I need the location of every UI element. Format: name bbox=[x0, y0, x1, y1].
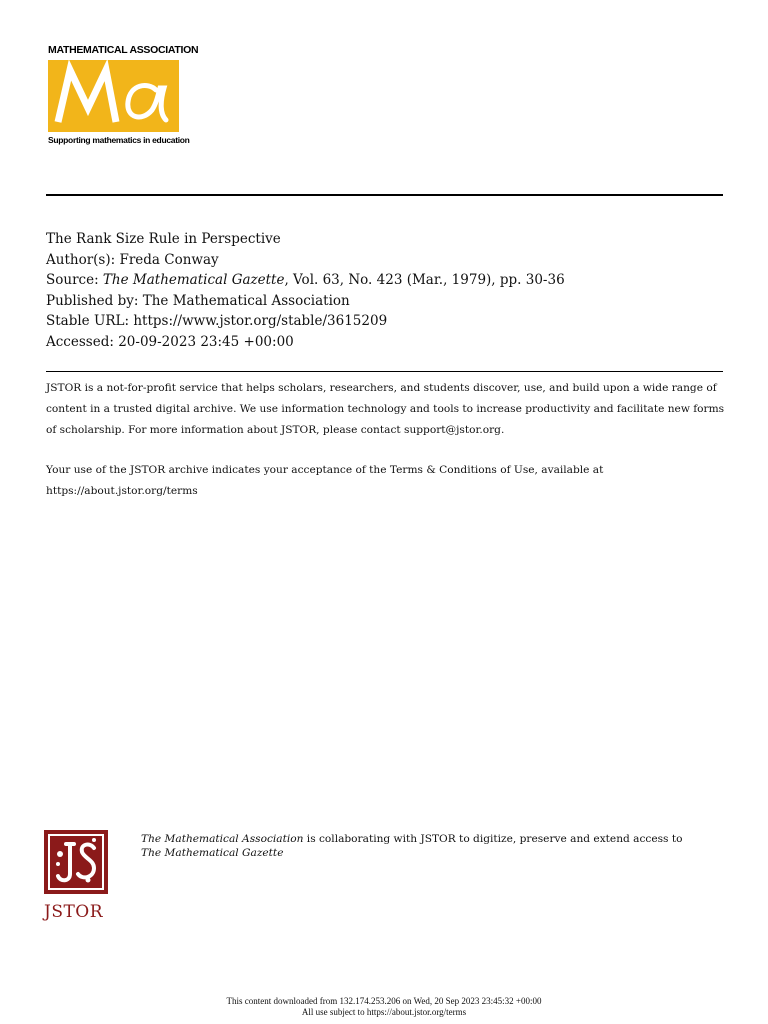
collaboration-statement: The Mathematical Association is collaborating with JSTOR to digitize, preserve and extend access to The Mathematical Gazette bbox=[141, 833, 683, 859]
source-line: Source: The Mathematical Gazette, Vol. 63, No. 423 (Mar., 1979), pp. 30-36 bbox=[46, 272, 565, 288]
mathematical-association-logo bbox=[48, 44, 199, 145]
collab-org: The Mathematical Association bbox=[141, 833, 304, 845]
logo-tagline: Supporting mathematics in education bbox=[48, 135, 190, 145]
stable-url-line: Stable URL: https://www.jstor.org/stable/3615209 bbox=[46, 313, 388, 329]
stable-url-link[interactable]: https://www.jstor.org/stable/3615209 bbox=[133, 313, 388, 329]
publisher-name: The Mathematical Association bbox=[142, 292, 350, 309]
header-rule bbox=[46, 194, 723, 196]
publisher-line: Published by: The Mathematical Association bbox=[46, 292, 350, 309]
footer-download-line: This content downloaded from 132.174.253.206 on Wed, 20 Sep 2023 23:45:32 +00:00 bbox=[226, 996, 542, 1006]
ma-monogram-icon bbox=[48, 60, 179, 132]
terms-link[interactable]: https://about.jstor.org/terms bbox=[46, 484, 198, 497]
ma-monogram bbox=[48, 60, 179, 132]
author-name: Freda Conway bbox=[119, 251, 219, 268]
terms-text: Your use of the JSTOR archive indicates your acceptance of the Terms & Conditions of Use, available at bbox=[46, 464, 604, 476]
logo-top-text: MATHEMATICAL ASSOCIATION bbox=[48, 44, 199, 56]
metadata-rule bbox=[46, 371, 723, 372]
jstor-wordmark: JSTOR bbox=[44, 902, 104, 922]
accessed-line: Accessed: 20-09-2023 23:45 +00:00 bbox=[46, 333, 294, 350]
author-line: Author(s): Freda Conway bbox=[46, 251, 219, 268]
journal-name: The Mathematical Gazette bbox=[102, 272, 285, 288]
jstor-logo bbox=[44, 830, 108, 922]
jstor-emblem-icon bbox=[44, 830, 108, 894]
about-jstor-paragraph: JSTOR is a not-for-profit service that helps scholars, researchers, and students discover, use, and build upon a wide range of content in a trusted digital archive. We use information technology and tools to increase productivity and facilitate new forms of scholarship. For more information about JSTOR, please contact support@jstor.org. bbox=[46, 382, 725, 436]
download-footer bbox=[0, 996, 768, 1017]
footer-terms-line: All use subject to https://about.jstor.org/terms bbox=[301, 1006, 467, 1017]
collab-journal: The Mathematical Gazette bbox=[141, 847, 284, 859]
article-metadata bbox=[46, 229, 565, 352]
terms-paragraph bbox=[46, 460, 726, 502]
accessed-date: 20-09-2023 23:45 +00:00 bbox=[118, 333, 294, 350]
article-title: The Rank Size Rule in Perspective bbox=[46, 231, 281, 247]
